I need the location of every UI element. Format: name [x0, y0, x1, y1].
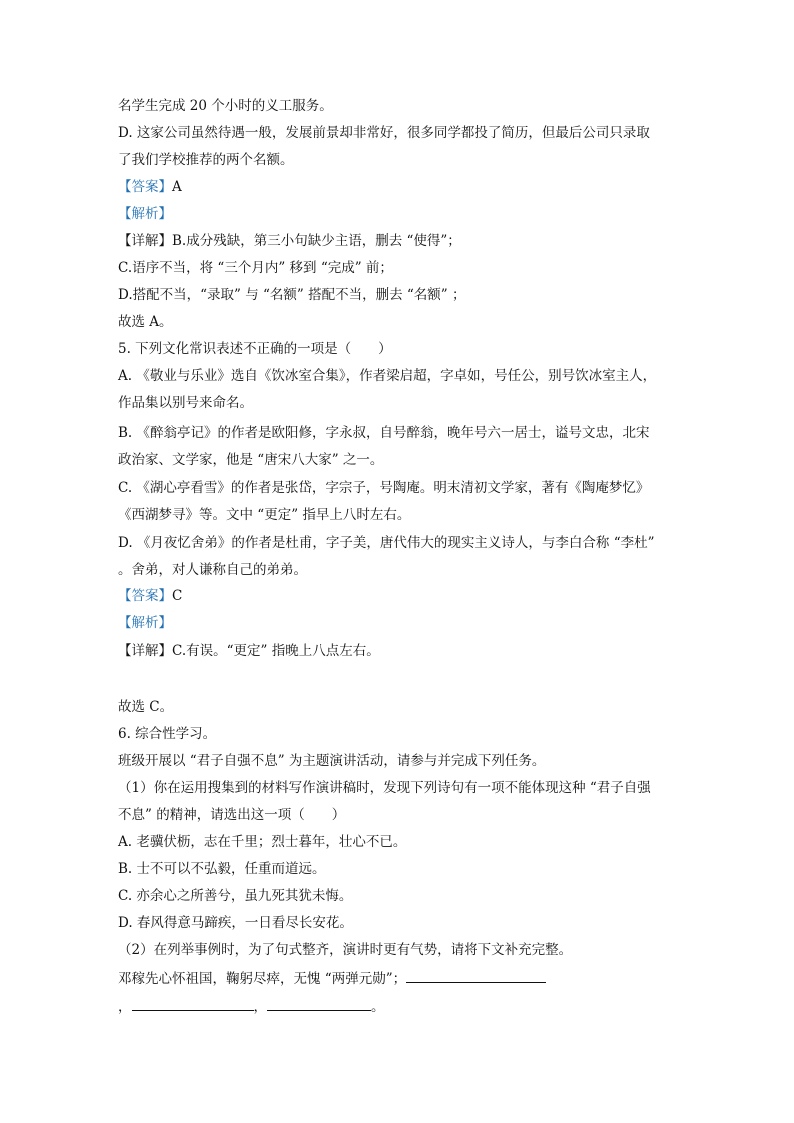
text-line: 故选 A。: [118, 314, 173, 330]
text-line: 班级开展以 “君子自强不息” 为主题演讲活动，请参与并完成下列任务。: [118, 753, 546, 769]
answer-line: [118, 587, 688, 605]
text-line: 。舍弟，对人谦称自己的弟弟。: [118, 562, 307, 578]
text-line: C.语序不当，将 “三个月内” 移到 “完成” 前；: [118, 260, 393, 276]
answer-blank[interactable]: [406, 968, 546, 983]
option-c: C. 亦余心之所善兮，虽九死其犹未悔。: [118, 888, 353, 904]
text-line: 名学生完成 20 个小时的义工服务。: [118, 98, 333, 114]
answer-line: [118, 178, 688, 196]
option-d: D. 《月夜忆舍弟》的作者是杜甫，字子美，唐代伟大的现实主义诗人，与李白合称 “李杜”: [118, 535, 655, 551]
option-a: A. 老骥伏枥，志在千里；烈士暮年，壮心不已。: [118, 834, 407, 850]
text-line: D.搭配不当，“录取” 与 “名额” 搭配不当，删去 “名额” ；: [118, 287, 466, 303]
text-line: 不息” 的精神，请选出这一项（ ）: [118, 807, 346, 823]
text-line: D. 这家公司虽然待遇一般，发展前景却非常好，很多同学都投了简历，但最后公司只录取: [118, 125, 650, 141]
text-line: 【详解】C.有误。“更定” 指晚上八点左右。: [118, 643, 380, 659]
text-line: 《西湖梦寻》等。文中 “更定” 指早上八时左右。: [118, 507, 411, 523]
text-line: （1）你在运用搜集到的材料写作演讲稿时，发现下列诗句有一项不能体现这种 “君子自强: [118, 780, 651, 796]
period-mark: 。: [371, 999, 385, 1015]
analysis-tag: 【解析】: [118, 206, 172, 222]
text-line: 【详解】B.成分残缺，第三小句缺少主语，删去 “使得”；: [118, 233, 461, 249]
fill-line-2: [118, 996, 688, 1016]
option-a: A. 《敬业与乐业》选自《饮冰室合集》，作者梁启超，字卓如，号任公，别号饮冰室主人，: [118, 368, 657, 384]
answer-tag: 【答案】: [118, 179, 172, 195]
answer-value: A: [172, 179, 182, 195]
answer-blank[interactable]: [132, 996, 254, 1011]
answer-tag: 【答案】: [118, 588, 172, 604]
fill-prompt: 邓稼先心怀祖国，鞠躬尽瘁，无愧 “两弹元勋”；: [118, 971, 407, 987]
fill-line-1: [118, 968, 688, 988]
answer-value: C: [172, 588, 183, 604]
comma-mark: ，: [118, 999, 132, 1015]
text-line: （2）在列举事例时，为了句式整齐，演讲时更有气势，请将下文补充完整。: [118, 942, 573, 958]
comma-mark: ，: [253, 999, 267, 1015]
analysis-tag: 【解析】: [118, 615, 172, 631]
option-d: D. 春风得意马蹄疾，一日看尽长安花。: [118, 915, 353, 931]
text-line: 了我们学校推荐的两个名额。: [118, 152, 294, 168]
option-b: B. 《醉翁亭记》的作者是欧阳修，字永叔，自号醉翁，晚年号六一居士，谥号文忠，北宋: [118, 425, 650, 441]
question-title: 5. 下列文化常识表述不正确的一项是（ ）: [118, 341, 392, 357]
text-line: 故选 C。: [118, 699, 174, 715]
option-b: B. 士不可以不弘毅，任重而道远。: [118, 861, 326, 877]
option-c: C. 《湖心亭看雪》的作者是张岱，字宗子，号陶庵。明末清初文学家，著有《陶庵梦忆》: [118, 480, 650, 496]
question-title: 6. 综合性学习。: [118, 726, 217, 742]
answer-blank[interactable]: [267, 996, 371, 1011]
text-line: 政治家、文学家，他是 “唐宋八大家” 之一。: [118, 452, 384, 468]
text-line: 作品集以别号来命名。: [118, 395, 253, 411]
